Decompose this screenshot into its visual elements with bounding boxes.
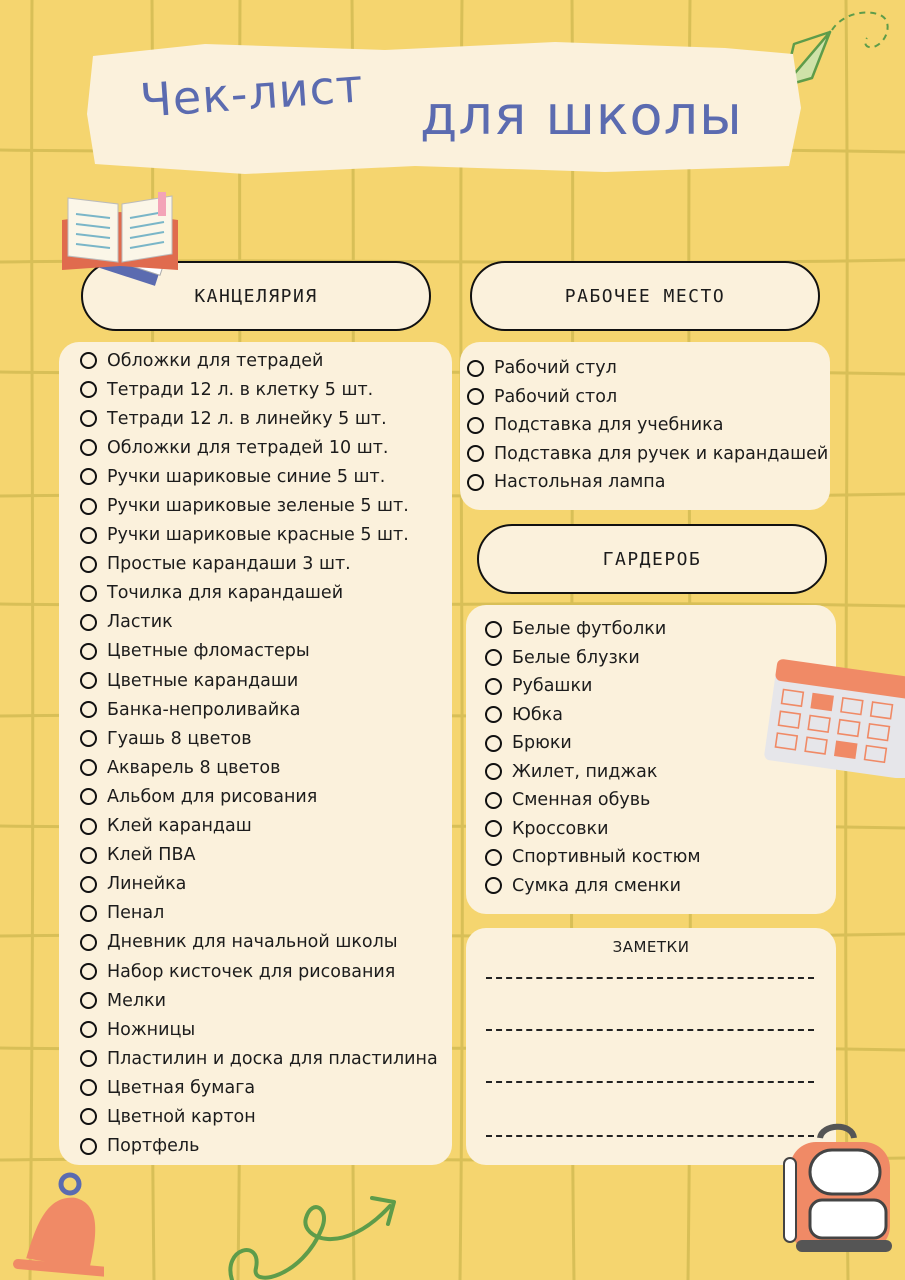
checkbox-circle[interactable] — [485, 877, 502, 894]
checkbox-circle[interactable] — [485, 820, 502, 837]
checklist-item[interactable] — [80, 782, 438, 811]
section-heading-workplace — [470, 261, 820, 331]
checklist-item[interactable] — [80, 812, 438, 841]
checklist-item[interactable] — [485, 872, 701, 901]
checkbox-circle[interactable] — [80, 905, 97, 922]
checklist-item[interactable] — [485, 843, 701, 872]
checkbox-circle[interactable] — [80, 381, 97, 398]
item-label: Мелки — [107, 990, 166, 1011]
item-label: Линейка — [107, 874, 187, 895]
item-label: Обложки для тетрадей 10 шт. — [107, 437, 389, 458]
item-label: Жилет, пиджак — [512, 761, 658, 782]
item-label: Акварель 8 цветов — [107, 757, 281, 778]
checkbox-circle[interactable] — [467, 388, 484, 405]
note-line[interactable] — [486, 1029, 814, 1031]
checklist-item[interactable] — [485, 644, 701, 673]
checkbox-circle[interactable] — [485, 649, 502, 666]
workplace-heading-text: РАБОЧЕЕ МЕСТО — [564, 285, 726, 307]
item-label: Обложки для тетрадей — [107, 350, 324, 371]
item-label: Портфель — [107, 1136, 200, 1157]
checklist-item[interactable] — [80, 928, 438, 957]
checkbox-circle[interactable] — [80, 818, 97, 835]
book-stack-icon — [40, 190, 200, 305]
checklist-item[interactable] — [80, 375, 438, 404]
item-label: Ручки шариковые синие 5 шт. — [107, 466, 386, 487]
stationery-list — [80, 346, 438, 1161]
checkbox-circle[interactable] — [467, 445, 484, 462]
checklist-item[interactable] — [485, 729, 701, 758]
checkbox-circle[interactable] — [80, 934, 97, 951]
checklist-item[interactable] — [80, 404, 438, 433]
calendar-icon — [752, 658, 905, 778]
checklist-item[interactable] — [467, 468, 828, 497]
item-label: Пенал — [107, 903, 165, 924]
checklist-item[interactable] — [80, 1102, 438, 1131]
item-label: Ножницы — [107, 1019, 196, 1040]
item-label: Настольная лампа — [494, 472, 666, 493]
checklist-item[interactable] — [80, 986, 438, 1015]
checkbox-circle[interactable] — [80, 585, 97, 602]
checklist-item[interactable] — [80, 608, 438, 637]
note-line[interactable] — [486, 1081, 814, 1083]
checklist-item[interactable] — [80, 550, 438, 579]
checkbox-circle[interactable] — [80, 788, 97, 805]
item-label: Тетради 12 л. в линейку 5 шт. — [107, 408, 387, 429]
item-label: Кроссовки — [512, 818, 609, 839]
checklist-item[interactable] — [80, 666, 438, 695]
checklist-item[interactable] — [80, 491, 438, 520]
note-line[interactable] — [486, 1135, 814, 1137]
checklist-item[interactable] — [80, 899, 438, 928]
checklist-item[interactable] — [80, 637, 438, 666]
checkbox-circle[interactable] — [485, 706, 502, 723]
checkbox-circle[interactable] — [485, 735, 502, 752]
item-label: Спортивный костюм — [512, 847, 701, 868]
checkbox-circle[interactable] — [80, 498, 97, 515]
item-label: Тетради 12 л. в клетку 5 шт. — [107, 379, 374, 400]
item-label: Клей карандаш — [107, 816, 252, 837]
item-label: Сумка для сменки — [512, 875, 681, 896]
checklist-item[interactable] — [80, 695, 438, 724]
checkbox-circle[interactable] — [80, 1079, 97, 1096]
item-label: Сменная обувь — [512, 790, 651, 811]
note-line[interactable] — [486, 977, 814, 979]
item-label: Рабочий стул — [494, 358, 617, 379]
stationery-heading-text: КАНЦЕЛЯРИЯ — [194, 285, 318, 307]
checkbox-circle[interactable] — [80, 730, 97, 747]
item-label: Рабочий стол — [494, 386, 618, 407]
item-label: Цветная бумага — [107, 1077, 256, 1098]
checkbox-circle[interactable] — [80, 556, 97, 573]
checkbox-circle[interactable] — [485, 792, 502, 809]
checklist-item[interactable] — [485, 758, 701, 787]
checkbox-circle[interactable] — [80, 672, 97, 689]
checkbox-circle[interactable] — [467, 417, 484, 434]
checkbox-circle[interactable] — [80, 1108, 97, 1125]
item-label: Ручки шариковые зеленые 5 шт. — [107, 496, 409, 517]
checkbox-circle[interactable] — [467, 474, 484, 491]
checkbox-circle[interactable] — [80, 439, 97, 456]
wardrobe-list — [485, 615, 701, 900]
checklist-item[interactable] — [80, 1132, 438, 1161]
item-label: Цветные фломастеры — [107, 641, 310, 662]
checklist-item[interactable] — [467, 440, 828, 469]
item-label: Простые карандаши 3 шт. — [107, 554, 351, 575]
wardrobe-heading-text: ГАРДЕРОБ — [602, 548, 702, 570]
item-label: Ластик — [107, 612, 173, 633]
title-line-2: для школы — [420, 84, 743, 147]
checklist-item[interactable] — [467, 383, 828, 412]
checklist-item[interactable] — [485, 786, 701, 815]
checklist-item[interactable] — [485, 701, 701, 730]
checkbox-circle[interactable] — [80, 643, 97, 660]
checkbox-circle[interactable] — [80, 1021, 97, 1038]
stationery-card — [59, 342, 452, 1165]
checkbox-circle[interactable] — [80, 992, 97, 1009]
item-label: Гуашь 8 цветов — [107, 728, 252, 749]
checkbox-circle[interactable] — [485, 849, 502, 866]
item-label: Белые футболки — [512, 619, 667, 640]
checkbox-circle[interactable] — [80, 1138, 97, 1155]
checklist-item[interactable] — [80, 1015, 438, 1044]
checklist-item[interactable] — [80, 521, 438, 550]
workplace-list — [467, 354, 828, 497]
item-label: Подставка для ручек и карандашей — [494, 443, 829, 464]
item-label: Белые блузки — [512, 647, 640, 668]
checkbox-circle[interactable] — [485, 678, 502, 695]
checkbox-circle[interactable] — [80, 614, 97, 631]
checklist-item[interactable] — [485, 815, 701, 844]
checkbox-circle[interactable] — [80, 701, 97, 718]
checklist-item[interactable] — [80, 1073, 438, 1102]
checklist-item[interactable] — [80, 346, 438, 375]
checklist-item[interactable] — [80, 1044, 438, 1073]
notes-heading: ЗАМЕТКИ — [612, 938, 690, 956]
checkbox-circle[interactable] — [80, 352, 97, 369]
checkbox-circle[interactable] — [80, 410, 97, 427]
workplace-card — [460, 342, 830, 510]
checkbox-circle[interactable] — [467, 360, 484, 377]
checklist-item[interactable] — [80, 841, 438, 870]
item-label: Альбом для рисования — [107, 786, 318, 807]
checklist-item[interactable] — [80, 870, 438, 899]
checkbox-circle[interactable] — [485, 621, 502, 638]
checklist-item[interactable] — [467, 411, 828, 440]
bell-icon — [12, 1168, 104, 1280]
item-label: Ручки шариковые красные 5 шт. — [107, 525, 409, 546]
item-label: Подставка для учебника — [494, 415, 724, 436]
checklist-item[interactable] — [485, 615, 701, 644]
item-label: Юбка — [512, 704, 563, 725]
section-heading-wardrobe — [477, 524, 827, 594]
item-label: Цветной картон — [107, 1106, 256, 1127]
checkbox-circle[interactable] — [80, 847, 97, 864]
checkbox-circle[interactable] — [80, 963, 97, 980]
item-label: Набор кисточек для рисования — [107, 961, 396, 982]
checklist-item[interactable] — [80, 462, 438, 491]
checkbox-circle[interactable] — [80, 527, 97, 544]
item-label: Дневник для начальной школы — [107, 932, 398, 953]
checkbox-circle[interactable] — [80, 876, 97, 893]
checklist-item[interactable] — [80, 753, 438, 782]
checklist-item[interactable] — [80, 724, 438, 753]
checkbox-circle[interactable] — [80, 1050, 97, 1067]
checkbox-circle[interactable] — [80, 759, 97, 776]
item-label: Точилка для карандашей — [107, 583, 344, 604]
item-label: Рубашки — [512, 676, 593, 697]
item-label: Клей ПВА — [107, 845, 196, 866]
swirl-arrow-icon — [222, 1188, 412, 1280]
title-line-1: Чек-лист — [138, 58, 366, 128]
checklist-item[interactable] — [467, 354, 828, 383]
checkbox-circle[interactable] — [80, 468, 97, 485]
item-label: Брюки — [512, 733, 572, 754]
item-label: Банка-непроливайка — [107, 699, 301, 720]
backpack-icon — [780, 1120, 900, 1260]
checklist-item[interactable] — [80, 433, 438, 462]
item-label: Цветные карандаши — [107, 670, 299, 691]
checklist-item[interactable] — [485, 672, 701, 701]
item-label: Пластилин и доска для пластилина — [107, 1048, 438, 1069]
checklist-item[interactable] — [80, 957, 438, 986]
checkbox-circle[interactable] — [485, 763, 502, 780]
checklist-item[interactable] — [80, 579, 438, 608]
